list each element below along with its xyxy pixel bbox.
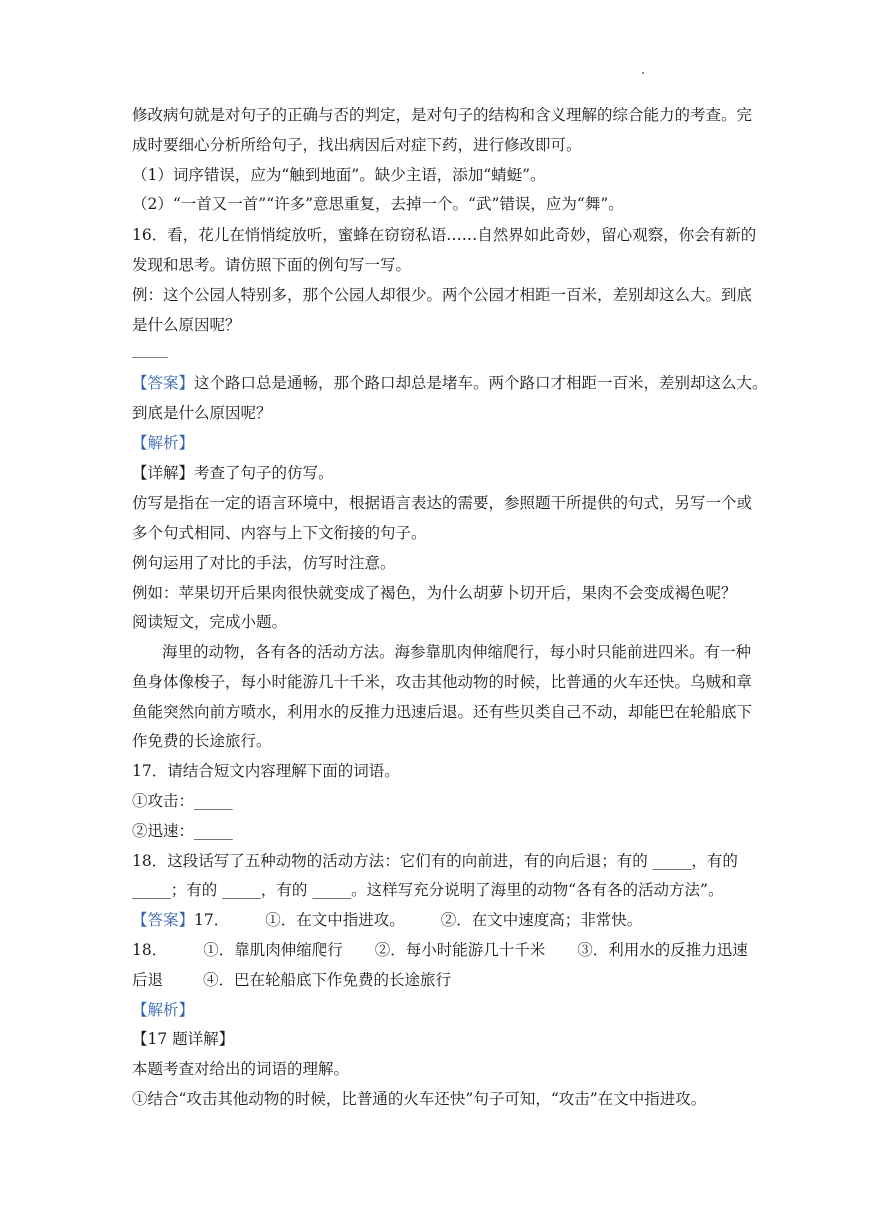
text-line: 阅读短文，完成小题。 [132,613,288,631]
question-18-cont: _____；有的 _____，有的 _____。这样写充分说明了海里的动物“各有各的活动方法”。 [132,881,724,899]
question-16: 16．看，花儿在悄悄绽放听，蜜蜂在窃窃私语……自然界如此奇妙，留心观察，你会有新的 [132,226,757,244]
analysis-tag: 【解析】 [132,1001,195,1019]
passage-line: 海里的动物，各有各的活动方法。海参靠肌肉伸缩爬行，每小时只能前进四米。有一种 [162,643,752,661]
detail-16 [132,463,742,483]
text-line: 仿写是指在一定的语言环境中，根据语言表达的需要，参照题干所提供的句式，另写一个或 [132,494,753,512]
text-line: 例如：苹果切开后果肉很快就变成了褐色，为什么胡萝卜切开后，果肉不会变成褐色呢？ [132,584,737,602]
answer-18-cont [132,970,742,990]
detail-tag: 【详解】 [132,464,195,482]
answer-text: 这个路口总是通畅，那个路口却总是堵车。两个路口才相距一百米，差别却这么大。 [194,374,768,392]
text-line: 本题考查对给出的词语的理解。 [132,1060,350,1078]
example-line: 是什么原因呢？ [132,316,241,334]
answer-17-1: ①．在文中指进攻。 [265,911,405,929]
answer-16 [132,373,768,393]
detail-text: 考查了句子的仿写。 [194,464,334,482]
analysis-tag: 【解析】 [132,434,195,452]
answer-18-2: ②．每小时能游几十千米 [374,941,546,959]
text-line: 多个句式相同、内容与上下文衔接的句子。 [132,524,427,542]
answer-17-2: ②．在文中速度高；非常快。 [440,911,643,929]
text-line: 发现和思考。请仿照下面的例句写一写。 [132,256,412,274]
answer-num: 17． [194,911,230,929]
page-mark [642,72,644,74]
answer-18 [132,940,748,960]
passage-line: 作免费的长途旅行。 [132,732,272,750]
answer-blank [132,357,168,358]
answer-tag: 【答案】 [132,911,195,929]
answer-num: 18． [132,941,168,959]
answer-tag: 【答案】 [132,374,195,392]
text-line: 修改病句就是对句子的正确与否的判定，是对句子的结构和含义理解的综合能力的考查。完 [132,106,753,124]
question-17: 17．请结合短文内容理解下面的词语。 [132,762,400,780]
answer-18-3: ③．利用水的反推力迅速 [577,941,748,959]
question-17-a: ①攻击：_____ [132,792,233,810]
question-18: 18．这段话写了五种动物的活动方法：它们有的向前进，有的向后退；有的 _____，有的 [132,852,738,870]
answer-18-3b: 后退 [132,971,164,989]
passage-line: 鱼能突然向前方喷水，利用水的反推力迅速后退。还有些贝类自己不动，却能巴在轮船底下 [132,703,753,721]
answer-18-4: ④．巴在轮船底下作免费的长途旅行 [203,971,452,989]
text-line: 成时要细心分析所给句子，找出病因后对症下药，进行修改即可。 [132,136,582,154]
text-line: 例句运用了对比的手法，仿写时注意。 [132,554,396,572]
answer-17 [132,910,742,930]
example-line: 例：这个公园人特别多，那个公园人却很少。两个公园才相距一百米，差别却这么大。到底 [132,286,753,304]
answer-16-cont: 到底是什么原因呢？ [132,404,272,422]
answer-18-1: ①．靠肌肉伸缩爬行 [203,941,343,959]
text-line: （2）“一首又一首”“许多”意思重复，去掉一个。“武”错误，应为“舞”。 [132,195,624,213]
passage-line: 鱼身体像梭子，每小时能游几十千米，攻击其他动物的时候，比普通的火车还快。乌贼和章 [132,673,753,691]
question-17-b: ②迅速：_____ [132,822,233,840]
text-line: ①结合“攻击其他动物的时候，比普通的火车还快”句子可知，“攻击”在文中指进攻。 [132,1090,707,1108]
detail-17-tag: 【17 题详解】 [132,1030,235,1048]
text-line: （1）词序错误，应为“触到地面”。缺少主语，添加“蜻蜓”。 [132,166,546,184]
